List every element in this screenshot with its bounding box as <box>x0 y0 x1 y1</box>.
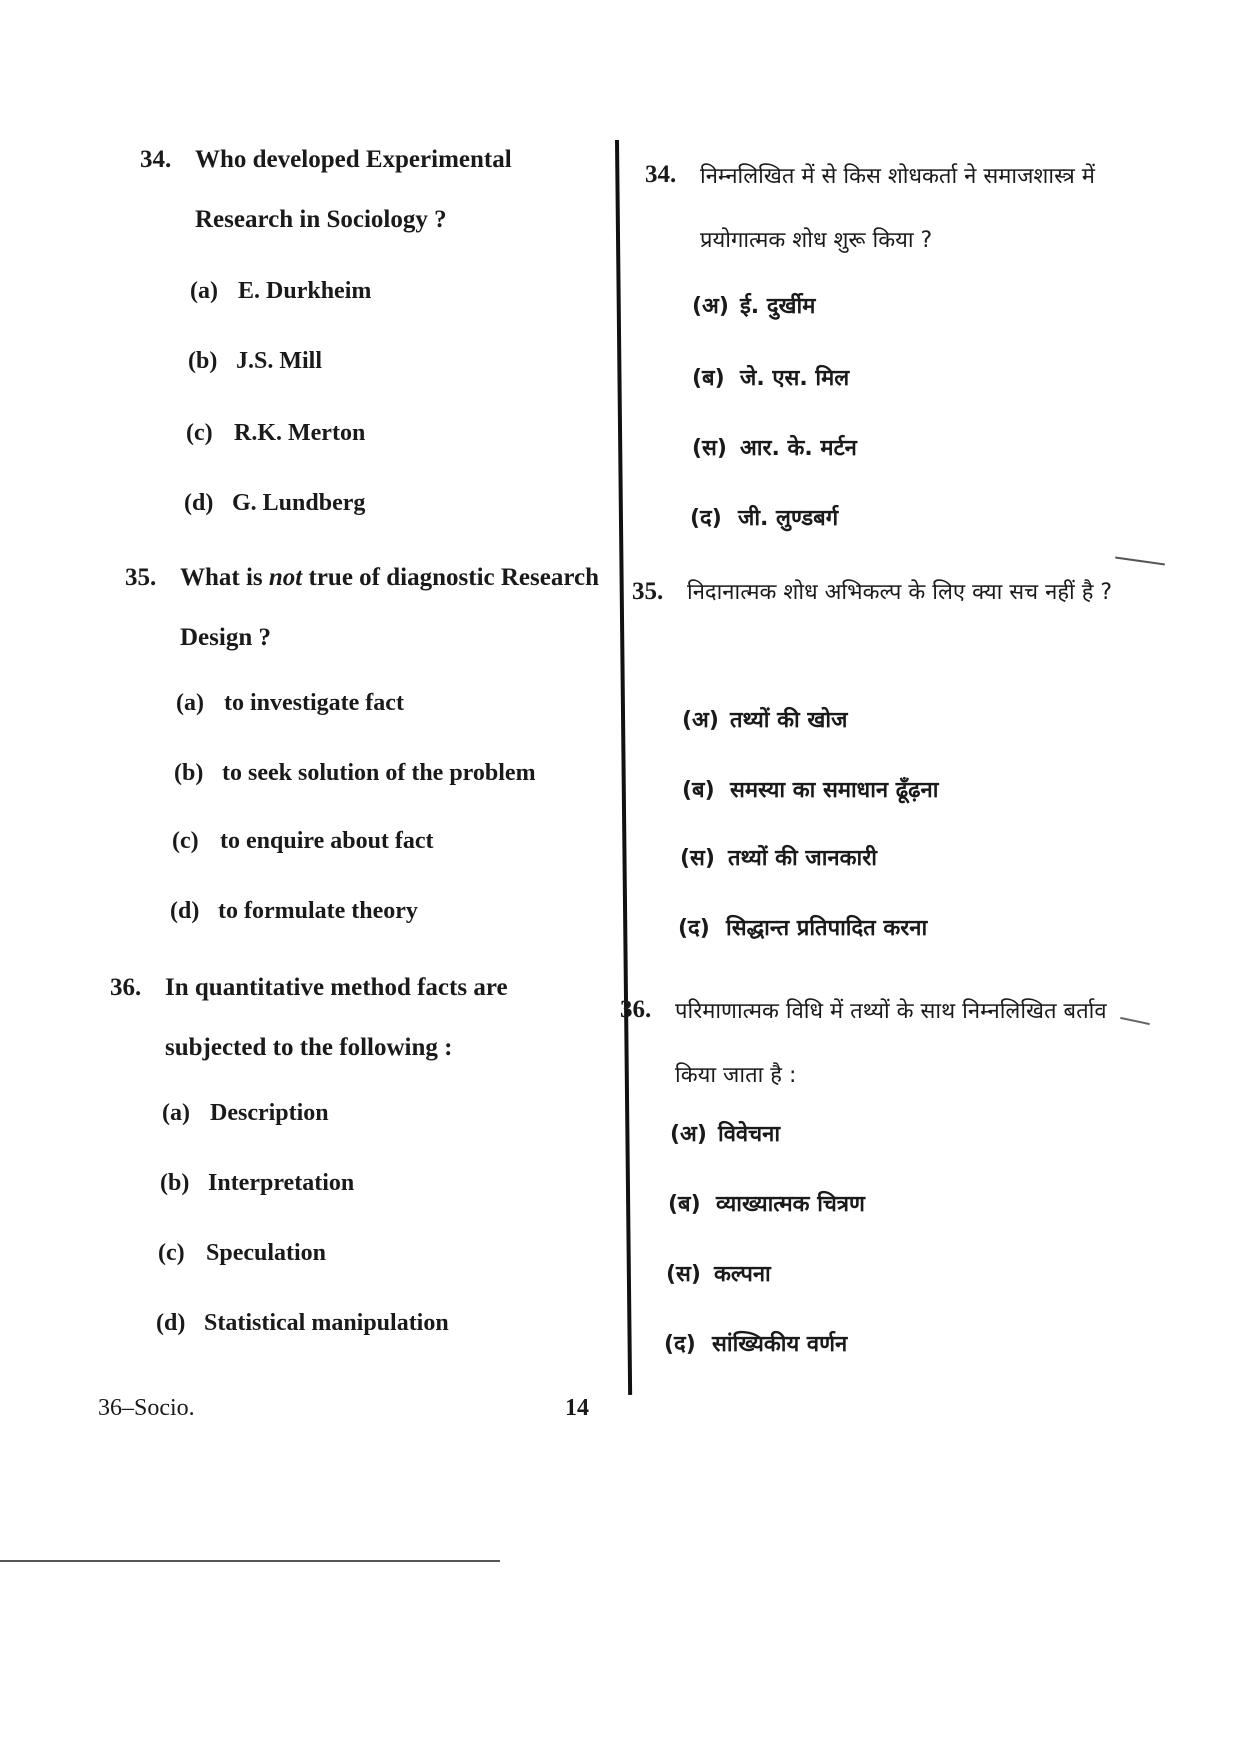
emphasis-not: not <box>268 564 303 591</box>
option-d: (द) जी. लुण्डबर्ग <box>690 506 839 531</box>
question-number: 35. <box>125 564 157 591</box>
option-c: (c) R.K. Merton <box>186 420 366 446</box>
question-number: 34. <box>140 146 172 173</box>
option-a: (अ) तथ्यों की खोज <box>682 708 848 733</box>
question-number: 35. <box>632 578 664 605</box>
question-number: 36. <box>110 974 142 1001</box>
option-b: (b) J.S. Mill <box>188 348 323 374</box>
question-number: 36. <box>620 996 652 1023</box>
option-a: (अ) ई. दुर्खीम <box>692 294 816 319</box>
question-number: 34. <box>645 161 677 188</box>
bottom-rule <box>0 1560 500 1562</box>
option-a: (अ) विवेचना <box>670 1122 781 1147</box>
option-b: (ब) जे. एस. मिल <box>692 366 850 391</box>
option-a: (a) Description <box>162 1100 329 1126</box>
question-text: परिमाणात्मक विधि में तथ्यों के साथ निम्नलिखित बर्ताव किया जाता है : <box>675 999 1107 1088</box>
question-text: What is not true of diagnostic Research Design ? <box>180 564 599 651</box>
question-text: निम्नलिखित में से किस शोधकर्ता ने समाजशास्त्र में प्रयोगात्मक शोध शुरू किया ? <box>700 164 1095 253</box>
option-a: (a) E. Durkheim <box>190 278 372 304</box>
page-number: 14 <box>565 1395 589 1421</box>
option-d: (d) Statistical manipulation <box>156 1310 449 1336</box>
option-b: (b) Interpretation <box>160 1170 355 1196</box>
option-d: (द) सिद्धान्त प्रतिपादित करना <box>678 916 928 941</box>
option-d: (द) सांख्यिकीय वर्णन <box>664 1332 848 1357</box>
question-text: In quantitative method facts are subjected to the following : <box>165 974 508 1061</box>
option-d: (d) to formulate theory <box>170 898 418 924</box>
option-c: (c) Speculation <box>158 1240 327 1266</box>
option-c: (स) तथ्यों की जानकारी <box>680 846 877 871</box>
option-d: (d) G. Lundberg <box>184 490 366 516</box>
scan-mark <box>1120 1017 1150 1025</box>
option-b: (ब) समस्या का समाधान ढूँढ़ना <box>682 778 939 803</box>
option-b: (b) to seek solution of the problem <box>174 760 536 786</box>
column-divider <box>615 140 632 1395</box>
option-c: (स) आर. के. मर्टन <box>692 436 857 461</box>
option-c: (c) to enquire about fact <box>172 828 434 854</box>
option-a: (a) to investigate fact <box>176 690 404 716</box>
question-text: Who developed Experimental Research in Sociology ? <box>195 146 512 233</box>
option-b: (ब) व्याख्यात्मक चित्रण <box>668 1192 865 1217</box>
option-c: (स) कल्पना <box>666 1262 771 1287</box>
question-text: निदानात्मक शोध अभिकल्प के लिए क्या सच नहीं है ? <box>687 580 1113 605</box>
paper-code: 36–Socio. <box>98 1395 195 1421</box>
